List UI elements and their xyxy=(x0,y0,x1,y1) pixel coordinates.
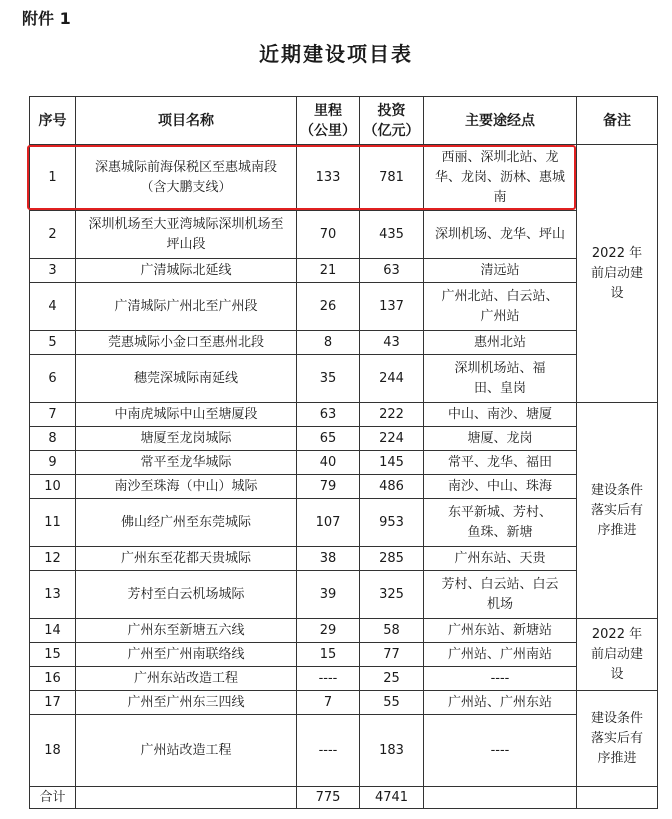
cell-investment: 63 xyxy=(360,259,424,283)
header-investment: 投资 （亿元） xyxy=(360,97,424,145)
cell-no: 6 xyxy=(30,355,76,403)
table-row xyxy=(30,259,658,283)
cell-km: ---- xyxy=(297,715,360,787)
header-name: 项目名称 xyxy=(76,97,297,145)
cell-name: 深圳机场至大亚湾城际深圳机场至坪山段 xyxy=(76,211,297,259)
header-no: 序号 xyxy=(30,97,76,145)
cell-via: 广州北站、白云站、广州站 xyxy=(424,283,577,331)
total-label: 合计 xyxy=(30,787,76,809)
header-remark: 备注 xyxy=(577,97,658,145)
cell-name: 广清城际北延线 xyxy=(76,259,297,283)
cell-investment: 145 xyxy=(360,451,424,475)
cell-name: 塘厦至龙岗城际 xyxy=(76,427,297,451)
table-row xyxy=(30,283,658,331)
table-row xyxy=(30,619,658,643)
table-row xyxy=(30,691,658,715)
cell-name: 广州至广州东三四线 xyxy=(76,691,297,715)
cell-investment: 25 xyxy=(360,667,424,691)
project-table xyxy=(29,96,658,809)
cell-no: 3 xyxy=(30,259,76,283)
cell-no: 9 xyxy=(30,451,76,475)
cell-investment: 137 xyxy=(360,283,424,331)
cell-investment: 285 xyxy=(360,547,424,571)
table-row xyxy=(30,403,658,427)
cell-investment: 435 xyxy=(360,211,424,259)
cell-name: 广州东至新塘五六线 xyxy=(76,619,297,643)
cell-no: 7 xyxy=(30,403,76,427)
cell-km: 21 xyxy=(297,259,360,283)
cell-via: 芳村、白云站、白云机场 xyxy=(424,571,577,619)
cell-via: 中山、南沙、塘厦 xyxy=(424,403,577,427)
cell-name: 芳村至白云机场城际 xyxy=(76,571,297,619)
cell-via: 惠州北站 xyxy=(424,331,577,355)
table-row xyxy=(30,499,658,547)
cell-investment: 953 xyxy=(360,499,424,547)
cell-km: 29 xyxy=(297,619,360,643)
cell-km: ---- xyxy=(297,667,360,691)
cell-km: 79 xyxy=(297,475,360,499)
cell-no: 16 xyxy=(30,667,76,691)
cell-km: 133 xyxy=(297,145,360,211)
cell-investment: 43 xyxy=(360,331,424,355)
cell-km: 15 xyxy=(297,643,360,667)
table-row xyxy=(30,451,658,475)
cell-remark: 建设条件落实后有序推进 xyxy=(577,403,658,619)
cell-via: 深圳机场、龙华、坪山 xyxy=(424,211,577,259)
cell-name: 莞惠城际小金口至惠州北段 xyxy=(76,331,297,355)
cell-no: 13 xyxy=(30,571,76,619)
total-via xyxy=(424,787,577,809)
table-row xyxy=(30,547,658,571)
cell-no: 12 xyxy=(30,547,76,571)
cell-no: 8 xyxy=(30,427,76,451)
cell-name: 深惠城际前海保税区至惠城南段（含大鹏支线） xyxy=(76,145,297,211)
cell-via: 广州东站、天贵 xyxy=(424,547,577,571)
table-row xyxy=(30,643,658,667)
header-km: 里程 （公里） xyxy=(297,97,360,145)
page-title: 近期建设项目表 xyxy=(259,42,413,66)
cell-km: 107 xyxy=(297,499,360,547)
cell-via: 常平、龙华、福田 xyxy=(424,451,577,475)
cell-investment: 244 xyxy=(360,355,424,403)
cell-name: 广州东至花都天贵城际 xyxy=(76,547,297,571)
total-name-blank xyxy=(76,787,297,809)
cell-name: 广州站改造工程 xyxy=(76,715,297,787)
cell-via: 南沙、中山、珠海 xyxy=(424,475,577,499)
cell-investment: 58 xyxy=(360,619,424,643)
cell-name: 中南虎城际中山至塘厦段 xyxy=(76,403,297,427)
cell-investment: 222 xyxy=(360,403,424,427)
cell-km: 40 xyxy=(297,451,360,475)
cell-no: 18 xyxy=(30,715,76,787)
cell-remark: 2022 年前启动建设 xyxy=(577,619,658,691)
cell-no: 15 xyxy=(30,643,76,667)
cell-km: 39 xyxy=(297,571,360,619)
cell-no: 11 xyxy=(30,499,76,547)
cell-km: 38 xyxy=(297,547,360,571)
cell-km: 65 xyxy=(297,427,360,451)
cell-investment: 224 xyxy=(360,427,424,451)
cell-name: 穗莞深城际南延线 xyxy=(76,355,297,403)
cell-via: 塘厦、龙岗 xyxy=(424,427,577,451)
cell-via: 清远站 xyxy=(424,259,577,283)
total-remark xyxy=(577,787,658,809)
cell-km: 8 xyxy=(297,331,360,355)
header-via: 主要途经点 xyxy=(424,97,577,145)
cell-no: 1 xyxy=(30,145,76,211)
cell-via: ---- xyxy=(424,667,577,691)
table-row xyxy=(30,427,658,451)
cell-km: 35 xyxy=(297,355,360,403)
cell-investment: 77 xyxy=(360,643,424,667)
cell-via: 广州东站、新塘站 xyxy=(424,619,577,643)
cell-name: 常平至龙华城际 xyxy=(76,451,297,475)
table-row xyxy=(30,475,658,499)
cell-no: 14 xyxy=(30,619,76,643)
cell-investment: 183 xyxy=(360,715,424,787)
table-header-row xyxy=(30,97,658,145)
cell-via: 东平新城、芳村、鱼珠、新塘 xyxy=(424,499,577,547)
cell-km: 7 xyxy=(297,691,360,715)
cell-investment: 486 xyxy=(360,475,424,499)
cell-investment: 325 xyxy=(360,571,424,619)
cell-name: 南沙至珠海（中山）城际 xyxy=(76,475,297,499)
cell-no: 4 xyxy=(30,283,76,331)
table-row xyxy=(30,667,658,691)
cell-remark: 2022 年前启动建设 xyxy=(577,145,658,403)
cell-remark: 建设条件落实后有序推进 xyxy=(577,691,658,787)
cell-no: 10 xyxy=(30,475,76,499)
cell-via: 广州站、广州东站 xyxy=(424,691,577,715)
cell-km: 63 xyxy=(297,403,360,427)
cell-km: 70 xyxy=(297,211,360,259)
cell-via: 广州站、广州南站 xyxy=(424,643,577,667)
cell-no: 2 xyxy=(30,211,76,259)
cell-name: 佛山经广州至东莞城际 xyxy=(76,499,297,547)
cell-name: 广州东站改造工程 xyxy=(76,667,297,691)
table-row xyxy=(30,355,658,403)
cell-via: 西丽、深圳北站、龙华、龙岗、沥林、惠城南 xyxy=(424,145,577,211)
cell-via: ---- xyxy=(424,715,577,787)
cell-via: 深圳机场站、福田、皇岗 xyxy=(424,355,577,403)
total-km: 775 xyxy=(297,787,360,809)
table-row xyxy=(30,331,658,355)
cell-investment: 781 xyxy=(360,145,424,211)
attachment-label: 附件 1 xyxy=(22,9,71,28)
total-investment: 4741 xyxy=(360,787,424,809)
cell-investment: 55 xyxy=(360,691,424,715)
table-row xyxy=(30,571,658,619)
table-row xyxy=(30,715,658,787)
table-row xyxy=(30,145,658,211)
table-total-row xyxy=(30,787,658,809)
cell-km: 26 xyxy=(297,283,360,331)
cell-no: 5 xyxy=(30,331,76,355)
table-row xyxy=(30,211,658,259)
cell-no: 17 xyxy=(30,691,76,715)
cell-name: 广清城际广州北至广州段 xyxy=(76,283,297,331)
cell-name: 广州至广州南联络线 xyxy=(76,643,297,667)
